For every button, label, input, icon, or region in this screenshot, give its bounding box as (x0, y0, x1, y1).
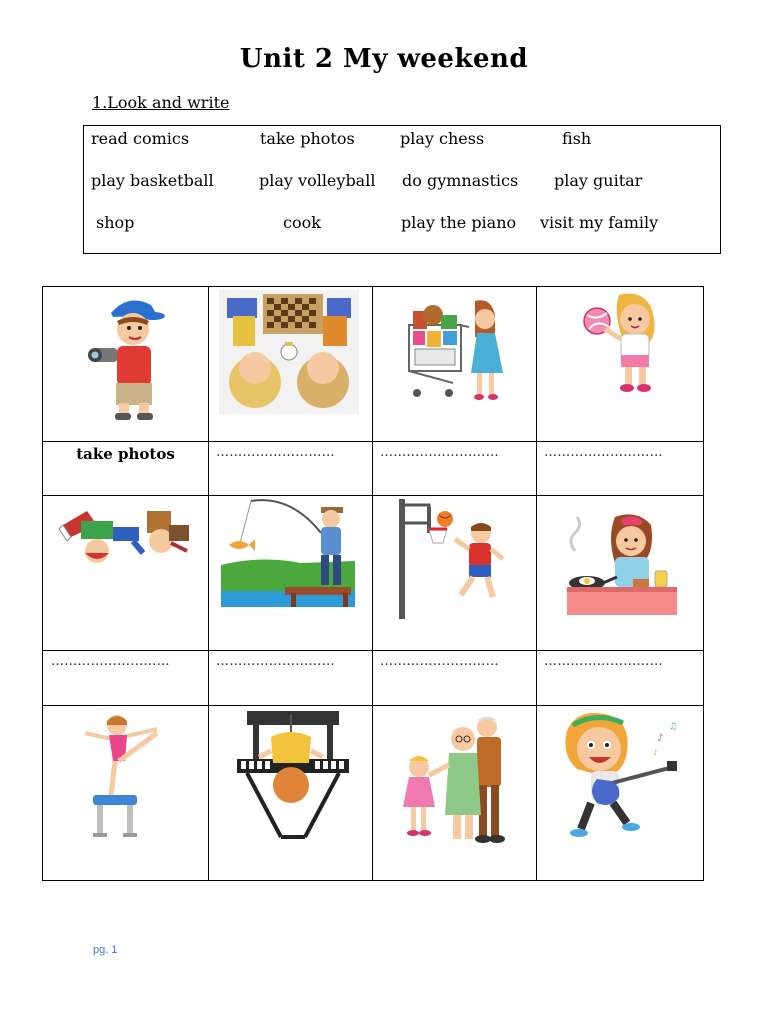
page-number: pg. 1 (93, 944, 118, 956)
reading-comics-picture (57, 501, 193, 571)
piano-picture (231, 711, 355, 841)
answer-blank[interactable]: ……………………… (216, 654, 335, 669)
svg-text:♪: ♪ (653, 748, 659, 757)
word-cook: cook (283, 213, 321, 232)
picture-grid (42, 286, 704, 881)
fishing-picture (221, 499, 355, 607)
guitar-picture (557, 711, 685, 845)
visit-family-picture (399, 715, 515, 855)
gymnastics-picture (83, 711, 167, 843)
shopping-picture (403, 297, 515, 405)
word-fish: fish (562, 129, 592, 148)
answer-blank[interactable]: ……………………… (380, 445, 499, 460)
answer-blank[interactable]: ……………………… (51, 654, 170, 669)
svg-text:♪: ♪ (657, 733, 664, 744)
volleyball-picture (583, 291, 661, 397)
word-take-photos: take photos (260, 129, 355, 148)
word-read-comics: read comics (91, 129, 190, 148)
word-box (83, 125, 721, 254)
word-shop: shop (96, 213, 135, 232)
word-play-volleyball: play volleyball (259, 171, 376, 190)
answer-blank[interactable]: ……………………… (544, 445, 663, 460)
boy-camera-picture (83, 291, 173, 425)
basketball-picture (395, 499, 515, 619)
word-play-the-piano: play the piano (401, 213, 517, 232)
cooking-picture (563, 511, 683, 635)
word-do-gymnastics: do gymnastics (402, 171, 519, 190)
word-visit-my-family: visit my family (540, 213, 659, 232)
svg-text:♫: ♫ (669, 722, 678, 732)
chess-picture (219, 290, 359, 414)
page-title: Unit 2 My weekend (239, 44, 529, 74)
answer-label-take-photos: take photos (76, 445, 175, 463)
word-play-chess: play chess (400, 129, 485, 148)
word-play-guitar: play guitar (554, 171, 643, 190)
answer-blank[interactable]: ……………………… (544, 654, 663, 669)
instruction-heading: 1.Look and write (92, 93, 230, 112)
answer-blank[interactable]: ……………………… (380, 654, 499, 669)
word-play-basketball: play basketball (91, 171, 214, 190)
answer-blank[interactable]: ……………………… (216, 445, 335, 460)
